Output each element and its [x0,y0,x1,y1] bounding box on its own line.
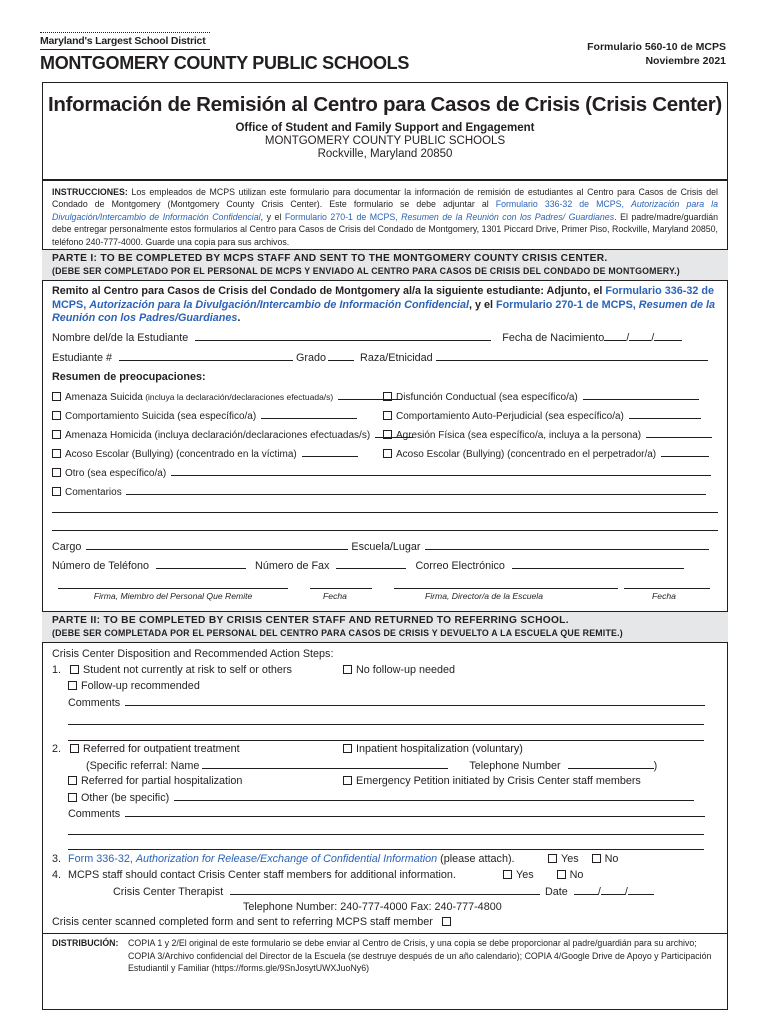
bullying-perpetrator-checkbox[interactable] [383,449,392,458]
inpatient-checkbox[interactable] [343,744,352,753]
specific-referral-phone-label: Telephone Number [469,760,561,772]
student-id-row [52,351,708,364]
dob-year-field[interactable] [654,331,682,341]
partial-hosp-checkbox[interactable] [68,776,77,785]
scanned-label: Crisis center scanned completed form and sent to referring MCPS staff member [52,916,433,928]
item3-no-label: No [604,853,619,865]
therapist-date-month[interactable] [574,885,598,895]
staff-signature-field[interactable] [58,588,288,589]
tagline-bottom-rule [40,49,210,50]
form-title: Información de Remisión al Centro para Casos de Crisis (Crisis Center) [48,93,722,116]
item3-yes-no [548,853,618,865]
concern-label: Amenaza Suicida [65,392,143,403]
dob-separator: / [651,332,655,344]
distribution-rule [42,933,728,934]
specific-referral-name-field[interactable] [202,759,448,769]
concern-label: Disfunción Conductual (sea específico/a) [396,392,578,403]
grade-label: Grado [296,352,327,364]
position-row [52,540,709,553]
instructions-text: . El padre/madre/guardián debe entregar personalmente estos formularios al Centro para Casos de Crisis del Condado de Montgomery, 1301 Piccard Drive, Primer Piso, Rockville, Maryland 20850, teléfono 240-777-4000. Guarde una copia para sus archivos. [52,211,718,247]
race-label: Raza/Etnicidad [360,352,433,364]
item1-comments-row [68,696,705,709]
item2-comments-label: Comments [68,808,121,820]
item2-row [52,743,240,755]
item4-text: MCPS staff should contact Crisis Center staff members for additional information. [68,869,456,881]
not-at-risk-label: Student not currently at risk to self or others [83,664,292,676]
other-checkbox[interactable] [52,468,61,477]
specific-referral-row [86,759,657,772]
principal-signature-field[interactable] [394,588,618,589]
therapist-label: Crisis Center Therapist [113,886,224,898]
contact-row [52,559,684,572]
staff-signature-caption: Firma, Miembro del Personal Que Remite [93,591,253,601]
instructions-text: Los empleados de MCPS utilizan este formulario para documentar la información de remisión de estudiantes al Centro para Casos de Crisis del Condado de Montgomery (Montgomery County Crisis Center). Este formulario se debe adjuntar al [52,187,718,210]
bullying-victim-field[interactable] [302,447,358,457]
principal-signature-caption: Firma, Director/a de la Escuela [425,591,543,601]
district-tagline: Maryland's Largest School District [40,35,206,47]
part1-intro [52,285,718,326]
concern-suicide-behavior [52,409,357,422]
date-separator: / [597,886,601,898]
dob-day-field[interactable] [629,331,651,341]
part2-subheading: (DEBE SER COMPLETADA POR EL PERSONAL DEL CENTRO PARA CASOS DE CRISIS Y DEVUELTO A LA ESCUELA QUE REMITE.) [52,628,623,638]
comments-line-2[interactable] [52,512,718,513]
inpatient-option [343,743,523,755]
student-number-label: Estudiante # [52,352,113,364]
title-box [42,82,728,180]
item1-comments-field[interactable] [125,696,705,706]
item4-row [52,869,456,881]
concerns-title: Resumen de preocupaciones: [52,371,206,383]
part1-heading: PARTE I: TO BE COMPLETED BY MCPS STAFF AND SENT TO THE MONTGOMERY COUNTY CRISIS CENTER. [52,253,608,264]
item3-form-link-title[interactable]: Authorization for Release/Exchange of Confidential Information [135,853,438,865]
suicide-behavior-checkbox[interactable] [52,411,61,420]
tagline-top-rule [40,32,210,33]
item2-comments-row [68,807,705,820]
therapist-row [113,885,540,898]
item2-comments-line-2[interactable] [68,834,704,835]
item3-row [52,853,515,865]
comments-line-3[interactable] [52,530,718,531]
therapist-date-label: Date [545,886,568,898]
inpatient-label: Inpatient hospitalization (voluntary) [356,743,523,755]
school-field[interactable] [425,540,709,550]
aggression-field[interactable] [646,428,712,438]
suicide-behavior-field[interactable] [261,409,357,419]
office-name: Office of Student and Family Support and Engagement [235,122,535,134]
form-number-block [587,40,726,68]
specific-referral-phone-field[interactable] [568,759,654,769]
item1-comments-line-3[interactable] [68,740,704,741]
item4-number: 4. [52,869,62,881]
org-name: MONTGOMERY COUNTY PUBLIC SCHOOLS [264,135,506,147]
concern-label: Agresión Física (sea específico/a, incluya a la persona) [396,430,642,441]
disposition-title: Crisis Center Disposition and Recommended Action Steps: [52,648,334,660]
item3-number: 3. [52,853,62,865]
form-270-link[interactable]: Formulario 270-1 de MCPS, [284,211,402,222]
item3-text: (please attach). [437,853,515,865]
concern-suicide-threat [52,390,402,403]
distribution-label: DISTRIBUCIÓN: [52,938,119,948]
item2-other-checkbox[interactable] [68,793,77,802]
bullying-victim-checkbox[interactable] [52,449,61,458]
crisis-center-contact: Telephone Number: 240-777-4000 Fax: 240-777-4800 [243,901,502,913]
email-field[interactable] [512,559,684,569]
partial-hosp-label: Referred for partial hospitalization [81,775,243,787]
distribution [52,937,718,975]
aggression-checkbox[interactable] [383,430,392,439]
emergency-petition-option [343,775,641,787]
concern-label: Comportamiento Auto-Perjudicial (sea específico/a) [396,411,624,422]
org-city: Rockville, Maryland 20850 [317,148,453,160]
item2-other-row [68,791,694,804]
homicide-threat-checkbox[interactable] [52,430,61,439]
other-field[interactable] [171,466,711,476]
part1-heading-band [42,249,728,281]
emergency-petition-label: Emergency Petition initiated by Crisis Center staff members [356,775,641,787]
part1-intro-text: Remito al Centro para Casos de Crisis del Condado de Montgomery al/a la siguiente estudiante: Adjunto, el [52,285,606,297]
item2-other-field[interactable] [174,791,694,801]
dob-separator: / [626,332,630,344]
concern-bullying-perpetrator [383,447,709,460]
comments-field[interactable] [126,485,706,495]
scanned-checkbox[interactable] [442,917,451,926]
dob-month-field[interactable] [604,331,626,341]
form-date: Noviembre 2021 [645,55,726,67]
therapist-date-day[interactable] [601,885,625,895]
student-name-label: Nombre del/de la Estudiante [52,332,189,344]
position-label: Cargo [52,541,82,553]
item1-row [52,664,292,676]
form-number: Formulario 560-10 de MCPS [587,41,726,53]
item3-no-checkbox[interactable] [592,854,601,863]
race-field[interactable] [436,351,708,361]
part2-heading: PARTE II: TO BE COMPLETED BY CRISIS CENTER STAFF AND RETURNED TO REFERRING SCHOOL. [52,615,569,626]
date-separator: / [624,886,628,898]
concern-other [52,466,711,479]
concern-bullying-victim [52,447,358,460]
part2-heading-band [42,611,728,643]
phone-field[interactable] [156,559,246,569]
student-name-field[interactable] [195,331,491,341]
item4-yes-checkbox[interactable] [503,870,512,879]
specific-referral-label: (Specific referral: Name [86,760,200,772]
item4-no-checkbox[interactable] [557,870,566,879]
comments-checkbox[interactable] [52,487,61,496]
instructions [52,186,718,248]
distribution-text: COPIA 1 y 2/El original de este formulario se debe enviar al Centro de Crisis, y una copia se debe proporcionar al padre/guardián para su archivo; COPIA 3/Archivo confidencial del Director de la Escuela (se destruye después de un año calendario); COPIA 4/Google Drive de Apoyo y Participación Estudiantil y Familiar (https://forms.gle/9SnJosytUWXJuoNy6) [128,938,712,974]
principal-signature-date-field[interactable] [624,588,710,589]
concern-label: Amenaza Homicida (incluya declaración/declaraciones efectuadas/s) [65,430,371,441]
concern-self-harm [383,409,701,422]
therapist-field[interactable] [230,885,540,895]
partial-hosp-option [68,775,242,787]
therapist-date-year[interactable] [628,885,654,895]
item3-yes-checkbox[interactable] [548,854,557,863]
emergency-petition-checkbox[interactable] [343,776,352,785]
concern-behavioral [383,390,699,403]
item2-other-label: Other (be specific) [81,792,170,804]
item3-yes-label: Yes [561,853,579,865]
item2-comments-field[interactable] [125,807,705,817]
concern-aggression [383,428,712,441]
phone-label: Número de Teléfono [52,560,150,572]
school-label: Escuela/Lugar [351,541,421,553]
concern-label: Acoso Escolar (Bullying) (concentrado en el perpetrador/a) [396,449,657,460]
student-number-field[interactable] [119,351,293,361]
fax-field[interactable] [336,559,406,569]
item2-number: 2. [52,743,62,755]
item1-comments-label: Comments [68,697,121,709]
item4-yes-no [503,869,583,881]
form-270-link-title[interactable]: Resumen de la Reunión con los Padres/ Guardianes [401,211,615,222]
item4-no-label: No [569,869,584,881]
therapist-date-row [545,885,654,898]
position-field[interactable] [86,540,348,550]
no-followup-option [343,664,455,676]
item4-yes-label: Yes [516,869,534,881]
followup-label: Follow-up recommended [81,680,200,692]
concern-comments [52,485,706,498]
part1-form-270-link[interactable]: Formulario 270-1 de MCPS, [495,298,639,311]
suicide-threat-checkbox[interactable] [52,392,61,401]
concern-label: Acoso Escolar (Bullying) (concentrado en la víctima) [65,449,297,460]
instructions-label: INSTRUCCIONES: [52,187,128,197]
part1-form-336-link-title[interactable]: Autorización para la Divulgación/Intercambio de Información Confidencial [89,298,469,311]
bullying-perpetrator-field[interactable] [661,447,709,457]
fax-label: Número de Fax [255,560,330,572]
scanned-row [52,916,455,928]
not-at-risk-checkbox[interactable] [70,665,79,674]
concern-label: Comportamiento Suicida (sea específico/a) [65,411,257,422]
staff-date-caption: Fecha [323,591,347,601]
behavioral-field[interactable] [583,390,699,400]
specific-referral-close: ) [653,760,658,772]
followup-option [68,680,200,692]
student-name-row [52,331,682,344]
self-harm-checkbox[interactable] [383,411,392,420]
part1-intro-text: . [237,312,241,324]
dob-label: Fecha de Nacimiento [502,332,605,344]
part1-subheading: (DEBE SER COMPLETADO POR EL PERSONAL DE MCPS Y ENVIADO AL CENTRO PARA CASOS DE CRISIS DEL CONDADO DE MONTGOMERY.) [52,266,680,276]
principal-date-caption: Fecha [652,591,676,601]
part1-intro-text: , y el [468,298,496,311]
other-label: Otro (sea específico/a) [65,468,167,479]
email-label: Correo Electrónico [415,560,505,572]
staff-signature-date-field[interactable] [310,588,372,589]
item3-form-link[interactable]: Form 336-32, [68,853,136,865]
no-followup-checkbox[interactable] [343,665,352,674]
concern-homicide-threat [52,428,413,441]
outpatient-label: Referred for outpatient treatment [83,743,240,755]
grade-field[interactable] [328,351,354,361]
item1-comments-line-2[interactable] [68,724,704,725]
district-name: MONTGOMERY COUNTY PUBLIC SCHOOLS [40,53,410,73]
outpatient-checkbox[interactable] [70,744,79,753]
concern-note: (incluya la declaración/declaraciones efectuada/s) [142,392,334,402]
form-336-link-title[interactable]: Autorización para la Divulgación/Intercambio de Información Confidencial [52,199,718,222]
item2-comments-line-3[interactable] [68,849,704,850]
instructions-text: , y el [260,211,285,222]
item1-number: 1. [52,664,62,676]
followup-checkbox[interactable] [68,681,77,690]
self-harm-field[interactable] [629,409,701,419]
part1-form-270-link-title[interactable]: Resumen de la Reunión con los Padres/Guardianes [52,298,715,324]
behavioral-checkbox[interactable] [383,392,392,401]
form-336-link[interactable]: Formulario 336-32 de MCPS, [495,199,632,210]
no-followup-label: No follow-up needed [356,664,456,676]
comments-label: Comentarios [65,487,122,498]
part1-form-336-link[interactable]: Formulario 336-32 de MCPS, [52,285,714,311]
